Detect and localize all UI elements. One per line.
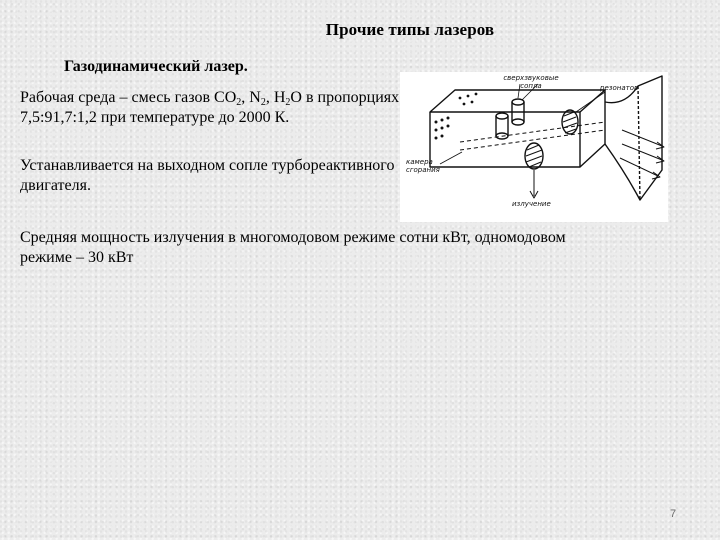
paragraph-intro: Рабочая среда – смесь газов CO xyxy=(20,89,237,106)
slide-title: Прочие типы лазеров xyxy=(325,20,495,39)
section-heading: Газодинамический лазер. xyxy=(64,58,248,75)
paragraph-outro: O в пропорциях 7,5:91,7:1,2 при температуре до 2000 К. xyxy=(20,89,400,126)
subscript-h2o: 2 xyxy=(285,97,291,108)
subscript-n2: 2 xyxy=(260,97,266,108)
paragraph-power: Средняя мощность излучения в многомодовом режиме сотни кВт, одномодовом режиме – 30 кВт xyxy=(20,229,566,266)
separator-h2o: , H xyxy=(265,89,286,106)
paragraph-working-medium xyxy=(20,88,400,128)
paragraph-installation: Устанавливается на выходном сопле турбореактивного двигателя. xyxy=(20,157,395,194)
separator-n2: , N xyxy=(241,89,261,106)
label-resonator: резонатор xyxy=(600,84,639,92)
laser-diagram xyxy=(400,72,668,222)
label-supersonic-nozzles: сверхзвуковые сопла xyxy=(503,74,559,90)
label-radiation: излучение xyxy=(512,200,551,208)
page-number: 7 xyxy=(670,508,677,520)
subscript-co2: 2 xyxy=(236,97,242,108)
label-combustion-chamber: камера сгорания xyxy=(406,158,440,174)
